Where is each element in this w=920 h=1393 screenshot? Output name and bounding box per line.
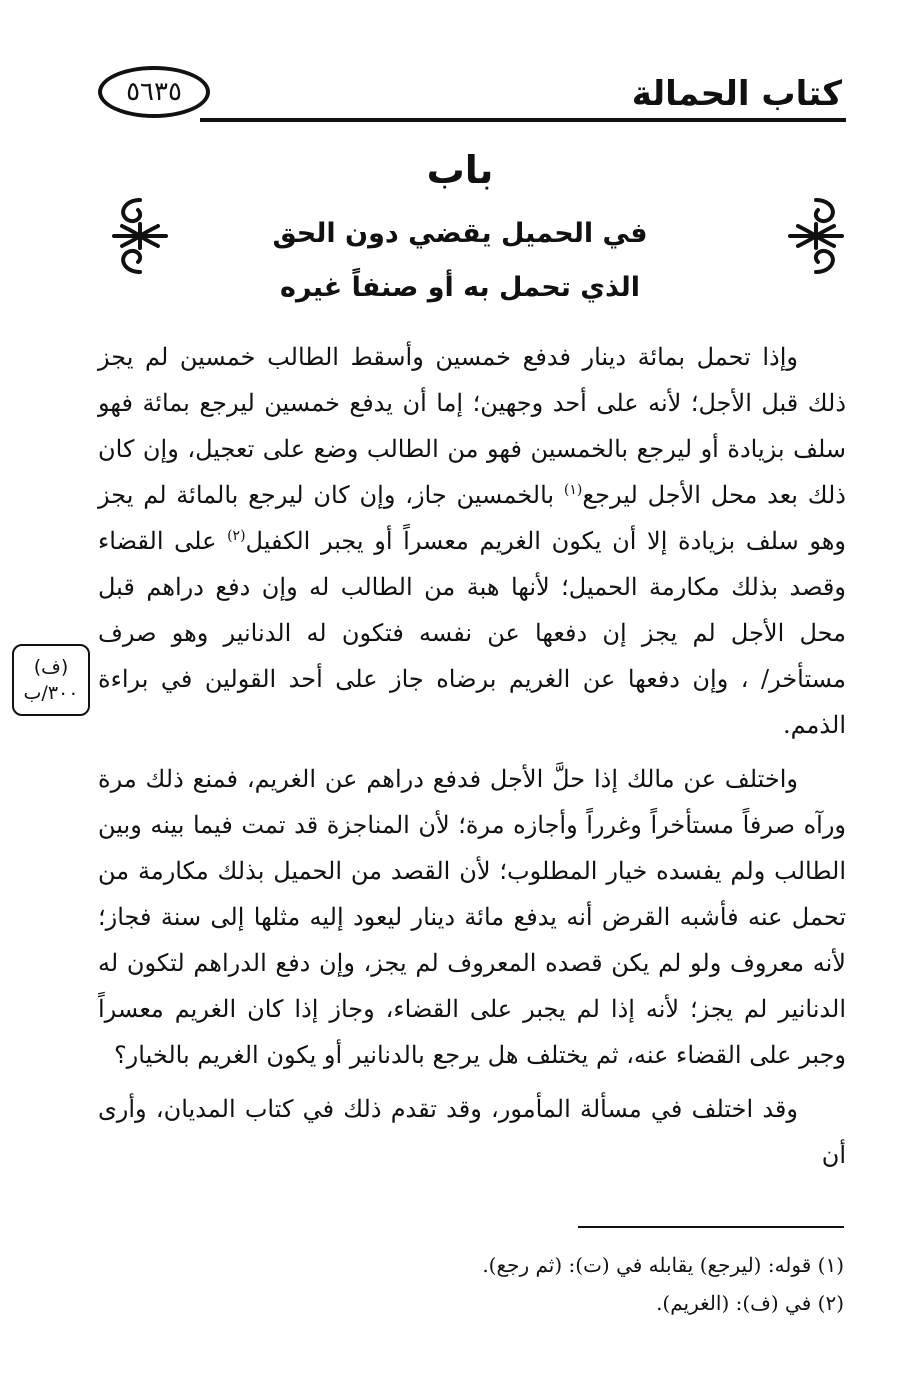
footnote-mark-1: (١): [563, 482, 583, 498]
page-number-badge: [98, 66, 210, 118]
manuscript-margin-note: [12, 644, 90, 716]
chapter-title-line-2: الذي تحمل به أو صنفاً غيره: [280, 272, 640, 303]
paragraph-1-part-1: وإذا تحمل بمائة دينار فدفع خمسين وأسقط الطالب خمسين لم يجز ذلك قبل الأجل؛ لأنه على أحد وجهين؛ إما أن يدفع خمسين ليرجع بمائة فهو سلف بزيادة أو ليرجع بالخمسين فهو من الطالب وضع على تعجيل، وإن كان ذلك بعد محل الأجل ليرجع: [98, 343, 847, 509]
chapter-word: باب: [426, 148, 494, 192]
paragraph-1-part-3: على القضاء وقصد بذلك مكارمة الحميل؛ لأنها هبة من الطالب له وإن دفع دراهم قبل محل الأجل لم يجز إن دفعها عن نفسه فتكون له الدنانير وهو صرف مستأخر/ ، وإن دفعها عن الغريم برضاه جاز على أحد القولين في براءة الذمم.: [98, 527, 846, 739]
margin-note-line-1: (ف): [33, 656, 69, 678]
header-rule: [200, 118, 846, 122]
paragraph-3: وقد اختلف في مسألة المأمور، وقد تقدم ذلك في كتاب المديان، وأرى أن: [98, 1095, 846, 1169]
running-header-title: كتاب الحمالة: [631, 74, 842, 114]
footnote-1: (١) قوله: (ليرجع) يقابله في (ت): (ثم رجع).: [482, 1253, 844, 1277]
paragraph-1: [98, 334, 846, 748]
footnote-2: (٢) في (ف): (الغريم).: [656, 1291, 844, 1315]
footnote-mark-2: (٢): [227, 528, 246, 544]
footnote-rule: [578, 1226, 844, 1228]
paragraph-2: واختلف عن مالك إذا حلَّ الأجل فدفع دراهم عن الغريم، فمنع ذلك مرة ورآه صرفاً مستأخراً وغرراً وأجازه مرة؛ لأن المناجزة قد تمت فيما بينه وبين الطالب ولم يفسده خيار المطلوب؛ لأن القصد من الحميل بذلك مكارمة من تحمل عنه فأشبه القرض أنه يدفع مائة دينار ليعود إليه مثلها إلى سنة فجاز؛ لأنه معروف ولو لم يكن قصده المعروف لم يجز، وإن دفع الدراهم لتكون له الدنانير لم يجز؛ لأنه إذا لم يجبر على القضاء، وجاز إذا كان الغريم معسراً وجبر على القضاء عنه، ثم يختلف هل يرجع بالدنانير أو يكون الغريم بالخيار؟: [98, 765, 846, 1069]
body-text: [98, 334, 846, 1186]
margin-note-line-2: ٣٠٠/ب: [23, 682, 79, 704]
footnotes: [244, 1246, 844, 1322]
chapter-title-line-1: في الحميل يقضي دون الحق: [272, 218, 648, 249]
paragraph-1-part-2: بالخمسين جاز، وإن كان ليرجع بالمائة لم يجز وهو سلف بزيادة إلا أن يكون الغريم معسراً أو يجبر الكفيل: [98, 481, 847, 555]
page-number: ٥٦٣٥: [126, 77, 182, 107]
